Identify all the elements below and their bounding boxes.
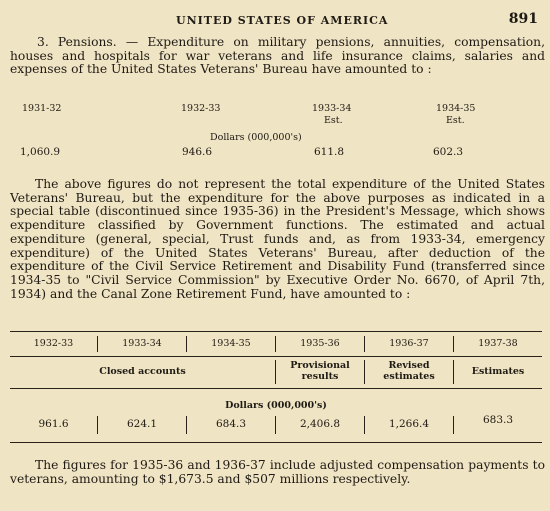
table2-value-1: 961.6 [38, 418, 69, 430]
paragraph-veterans-bureau: The above figures do not represent the total expenditure of the United States Veterans' Bureau, but the expenditure for the above purposes as indicated in a special table (discontinued since 1935-36) in the President's Message, which shows expenditure classified by Government functions. The estimated and actual expenditure (general, special, Trust funds and, as from 1933-34, emergency expenditure) of the United States Veterans' Bureau, after deduction of the expenditure of the Civil Service Retirement and Disability Fund (transferred since 1934-35 to "Civil Service Commission" by Executive Order No. 6670, of April 7th, 1934) and the Canal Zone Retirement Fund, have amounted to : [10, 177, 545, 301]
table2-group-closed-accounts: Closed accounts [99, 366, 186, 377]
table2-year-3: 1934-35 [211, 338, 251, 349]
veterans-bureau-table [10, 331, 542, 443]
table1-year-3: 1933-34 [312, 103, 352, 114]
table2-year-1: 1932-33 [33, 338, 74, 349]
table2-group-estimates: Estimates [471, 366, 525, 377]
page-number: 891 [508, 11, 538, 27]
table2-year-5: 1936-37 [389, 338, 429, 349]
table2-year-4: 1935-36 [300, 338, 340, 349]
table2-value-4: 2,406.8 [299, 418, 341, 430]
table2-value-6: 683.3 [482, 414, 514, 426]
running-head [0, 11, 550, 31]
table2-divider [364, 360, 365, 384]
page-title: UNITED STATES OF AMERICA [176, 14, 389, 27]
table1-est-label-4: Est. [446, 115, 465, 126]
table1-value-1: 1,060.9 [20, 146, 61, 158]
table2-rule-header [10, 356, 542, 357]
table1-value-4: 602.3 [433, 146, 464, 158]
paragraph-pensions: 3. Pensions. — Expenditure on military pensions, annuities, compensation, houses and hospitals for war veterans and life insurance claims, salaries and expenses of the United States Veterans' Bureau have amounted to : [10, 35, 545, 77]
table2-value-2: 624.1 [126, 418, 158, 430]
table1-value-2: 946.6 [182, 146, 213, 158]
table1-unit-label: Dollars (000,000's) [210, 132, 302, 143]
table1-est-label-3: Est. [324, 115, 343, 126]
table1-year-2: 1932-33 [181, 103, 221, 114]
table2-value-3: 684.3 [215, 418, 247, 430]
table1-year-4: 1934-35 [436, 103, 476, 114]
pensions-table [20, 103, 530, 163]
table2-group-revised: Revised estimates [383, 360, 435, 382]
table1-year-1: 1931-32 [22, 103, 62, 114]
table2-rule-groups [10, 388, 542, 389]
table2-year-2: 1933-34 [122, 338, 162, 349]
paragraph-adjusted-compensation: The figures for 1935-36 and 1936-37 include adjusted compensation payments to veterans, amounting to $1,673.5 and $507 millions respectively. [10, 458, 545, 486]
table2-year-6: 1937-38 [478, 338, 518, 349]
table2-unit-label: Dollars (000,000's) [225, 400, 327, 411]
table2-divider [275, 360, 276, 384]
table1-value-3: 611.8 [314, 146, 345, 158]
table2-value-5: 1,266.4 [388, 418, 430, 430]
table2-group-provisional: Provisional results [290, 360, 350, 382]
